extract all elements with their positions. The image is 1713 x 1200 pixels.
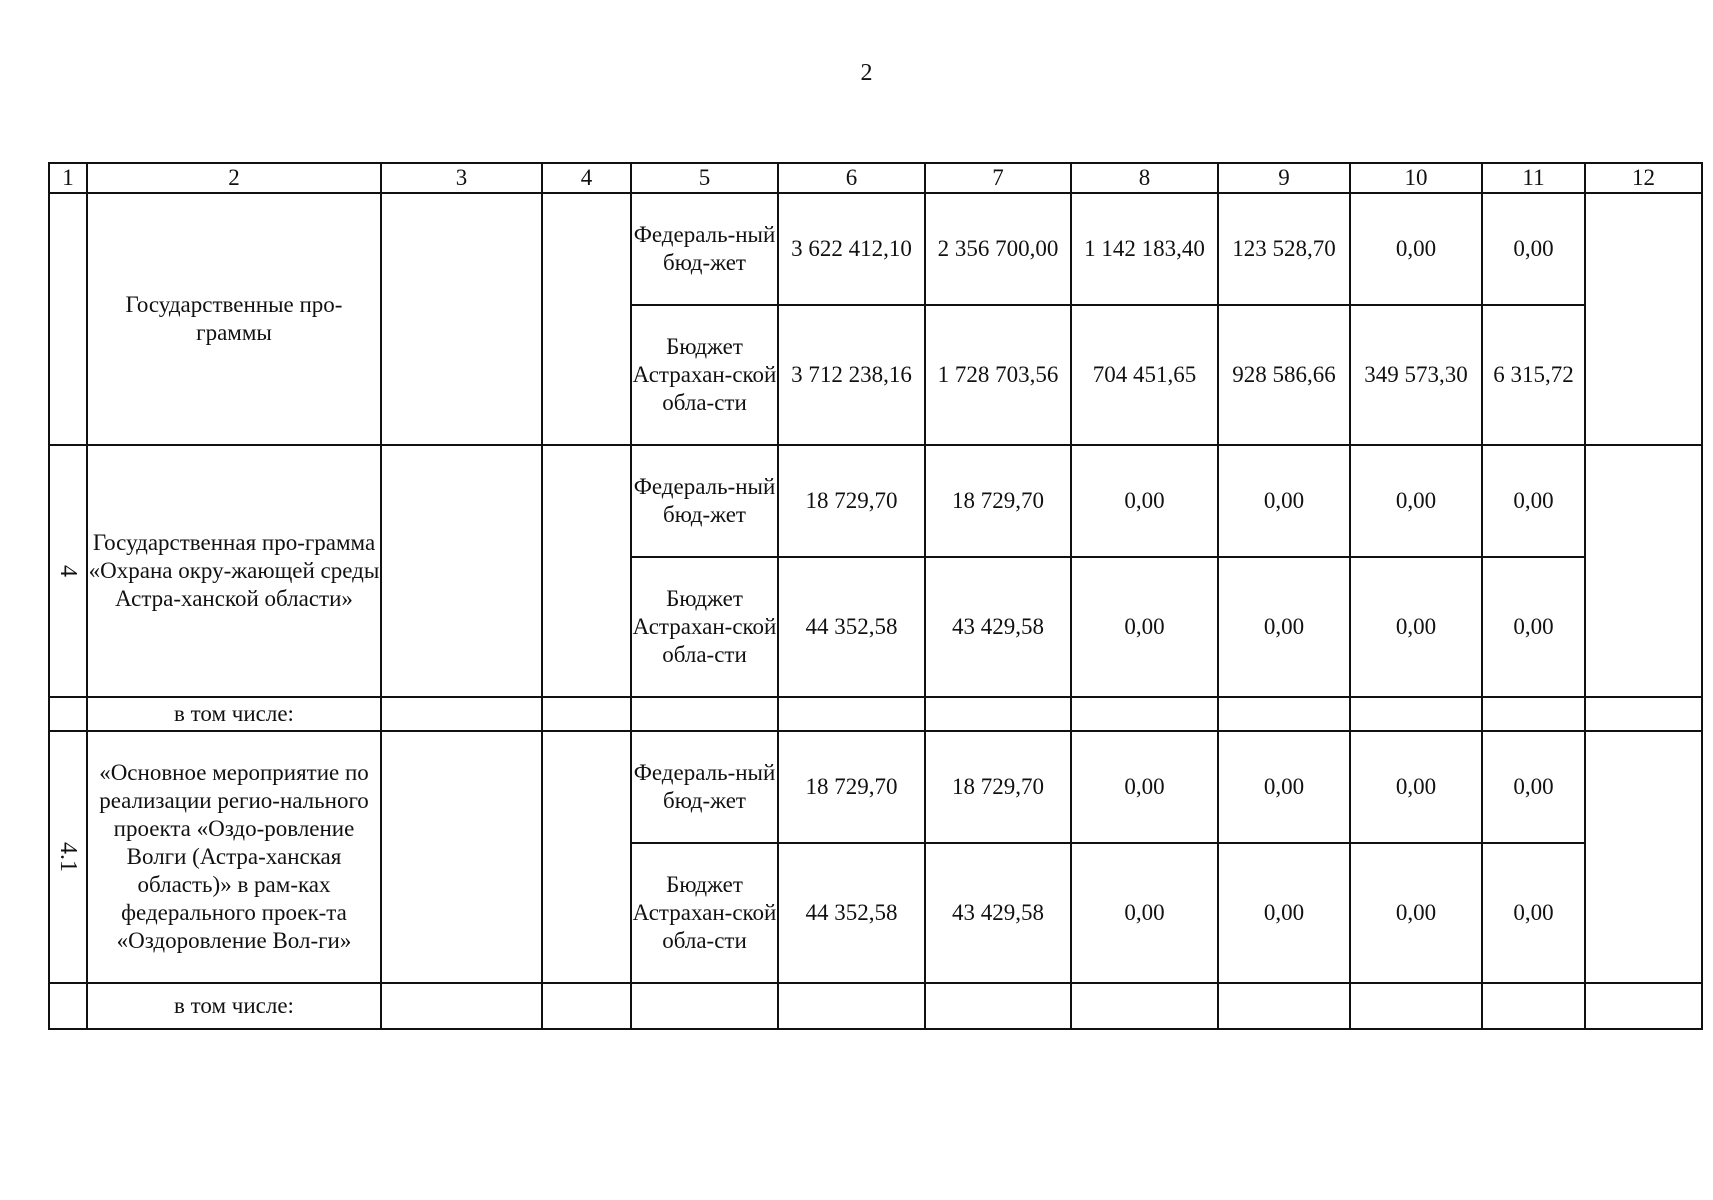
empty-cell — [1218, 697, 1350, 731]
value-cell: 0,00 — [1482, 193, 1585, 305]
program-name: Государственная про-грамма «Охрана окру-жающей среды Астра-ханской области» — [87, 445, 381, 697]
empty-cell — [1218, 983, 1350, 1029]
budget-table — [48, 162, 1703, 1030]
column-number: 11 — [1482, 163, 1585, 193]
empty-cell — [1482, 983, 1585, 1029]
row-number-cell — [49, 731, 87, 983]
funding-source-regional: Бюджет Астрахан-ской обла-сти — [631, 557, 778, 697]
value-cell: 349 573,30 — [1350, 305, 1482, 445]
value-cell: 18 729,70 — [778, 731, 925, 843]
value-cell: 44 352,58 — [778, 843, 925, 983]
table-row — [49, 445, 1702, 557]
empty-cell — [778, 697, 925, 731]
empty-cell — [381, 697, 542, 731]
empty-cell — [1350, 983, 1482, 1029]
value-cell: 6 315,72 — [1482, 305, 1585, 445]
empty-cell — [1071, 697, 1218, 731]
column-number: 10 — [1350, 163, 1482, 193]
column-number: 5 — [631, 163, 778, 193]
column-number-row — [49, 163, 1702, 193]
value-cell: 0,00 — [1482, 557, 1585, 697]
value-cell: 123 528,70 — [1218, 193, 1350, 305]
funding-source-federal: Федераль-ный бюд-жет — [631, 731, 778, 843]
value-cell: 44 352,58 — [778, 557, 925, 697]
empty-cell-col3 — [381, 445, 542, 697]
value-cell: 0,00 — [1218, 557, 1350, 697]
including-label: в том числе: — [87, 983, 381, 1029]
empty-cell-col4 — [542, 193, 631, 445]
empty-cell — [1585, 983, 1702, 1029]
value-cell: 0,00 — [1350, 193, 1482, 305]
value-cell: 0,00 — [1350, 445, 1482, 557]
value-cell: 18 729,70 — [925, 445, 1071, 557]
funding-source-regional: Бюджет Астрахан-ской обла-сти — [631, 843, 778, 983]
column-number: 2 — [87, 163, 381, 193]
value-cell: 18 729,70 — [778, 445, 925, 557]
empty-cell — [542, 697, 631, 731]
value-cell: 0,00 — [1071, 445, 1218, 557]
column-number: 9 — [1218, 163, 1350, 193]
table-row — [49, 193, 1702, 305]
column-number: 12 — [1585, 163, 1702, 193]
empty-cell-col4 — [542, 445, 631, 697]
value-cell: 0,00 — [1482, 445, 1585, 557]
value-cell: 0,00 — [1350, 843, 1482, 983]
column-number: 3 — [381, 163, 542, 193]
value-cell: 43 429,58 — [925, 557, 1071, 697]
empty-cell — [925, 983, 1071, 1029]
empty-cell-col3 — [381, 193, 542, 445]
row-number: 4.1 — [55, 842, 81, 872]
row-number: 4 — [55, 565, 81, 577]
funding-source-federal: Федераль-ный бюд-жет — [631, 445, 778, 557]
empty-cell-col12 — [1585, 445, 1702, 697]
column-number: 1 — [49, 163, 87, 193]
value-cell: 43 429,58 — [925, 843, 1071, 983]
empty-cell — [631, 697, 778, 731]
empty-cell — [542, 983, 631, 1029]
empty-cell — [1071, 983, 1218, 1029]
program-name: «Основное мероприятие по реализации регио-нального проекта «Оздо-ровление Волги (Астра-ханская область)» в рам-ках федерального проек-та «Оздоровление Вол-ги» — [87, 731, 381, 983]
value-cell: 0,00 — [1218, 731, 1350, 843]
empty-cell — [631, 983, 778, 1029]
empty-cell — [778, 983, 925, 1029]
value-cell: 3 712 238,16 — [778, 305, 925, 445]
empty-cell — [1482, 697, 1585, 731]
value-cell: 0,00 — [1482, 843, 1585, 983]
column-number: 7 — [925, 163, 1071, 193]
value-cell: 0,00 — [1218, 843, 1350, 983]
value-cell: 0,00 — [1071, 557, 1218, 697]
value-cell: 0,00 — [1218, 445, 1350, 557]
program-name: Государственные про-граммы — [87, 193, 381, 445]
empty-cell-col12 — [1585, 193, 1702, 445]
empty-cell — [925, 697, 1071, 731]
funding-source-federal: Федераль-ный бюд-жет — [631, 193, 778, 305]
value-cell: 0,00 — [1482, 731, 1585, 843]
value-cell: 704 451,65 — [1071, 305, 1218, 445]
funding-source-regional: Бюджет Астрахан-ской обла-сти — [631, 305, 778, 445]
empty-cell-col12 — [1585, 731, 1702, 983]
value-cell: 928 586,66 — [1218, 305, 1350, 445]
value-cell: 0,00 — [1350, 557, 1482, 697]
value-cell: 2 356 700,00 — [925, 193, 1071, 305]
value-cell: 18 729,70 — [925, 731, 1071, 843]
column-number: 4 — [542, 163, 631, 193]
column-number: 6 — [778, 163, 925, 193]
table-row — [49, 731, 1702, 843]
empty-cell — [1350, 697, 1482, 731]
column-number: 8 — [1071, 163, 1218, 193]
empty-cell — [381, 983, 542, 1029]
value-cell: 1 142 183,40 — [1071, 193, 1218, 305]
value-cell: 0,00 — [1350, 731, 1482, 843]
value-cell: 0,00 — [1071, 731, 1218, 843]
empty-cell — [49, 983, 87, 1029]
page-number: 2 — [860, 60, 873, 86]
empty-cell — [1585, 697, 1702, 731]
table-row-including — [49, 697, 1702, 731]
empty-cell — [49, 697, 87, 731]
row-number-cell — [49, 193, 87, 445]
empty-cell-col4 — [542, 731, 631, 983]
row-number-cell — [49, 445, 87, 697]
value-cell: 3 622 412,10 — [778, 193, 925, 305]
value-cell: 1 728 703,56 — [925, 305, 1071, 445]
including-label: в том числе: — [87, 697, 381, 731]
value-cell: 0,00 — [1071, 843, 1218, 983]
empty-cell-col3 — [381, 731, 542, 983]
table-row-including — [49, 983, 1702, 1029]
